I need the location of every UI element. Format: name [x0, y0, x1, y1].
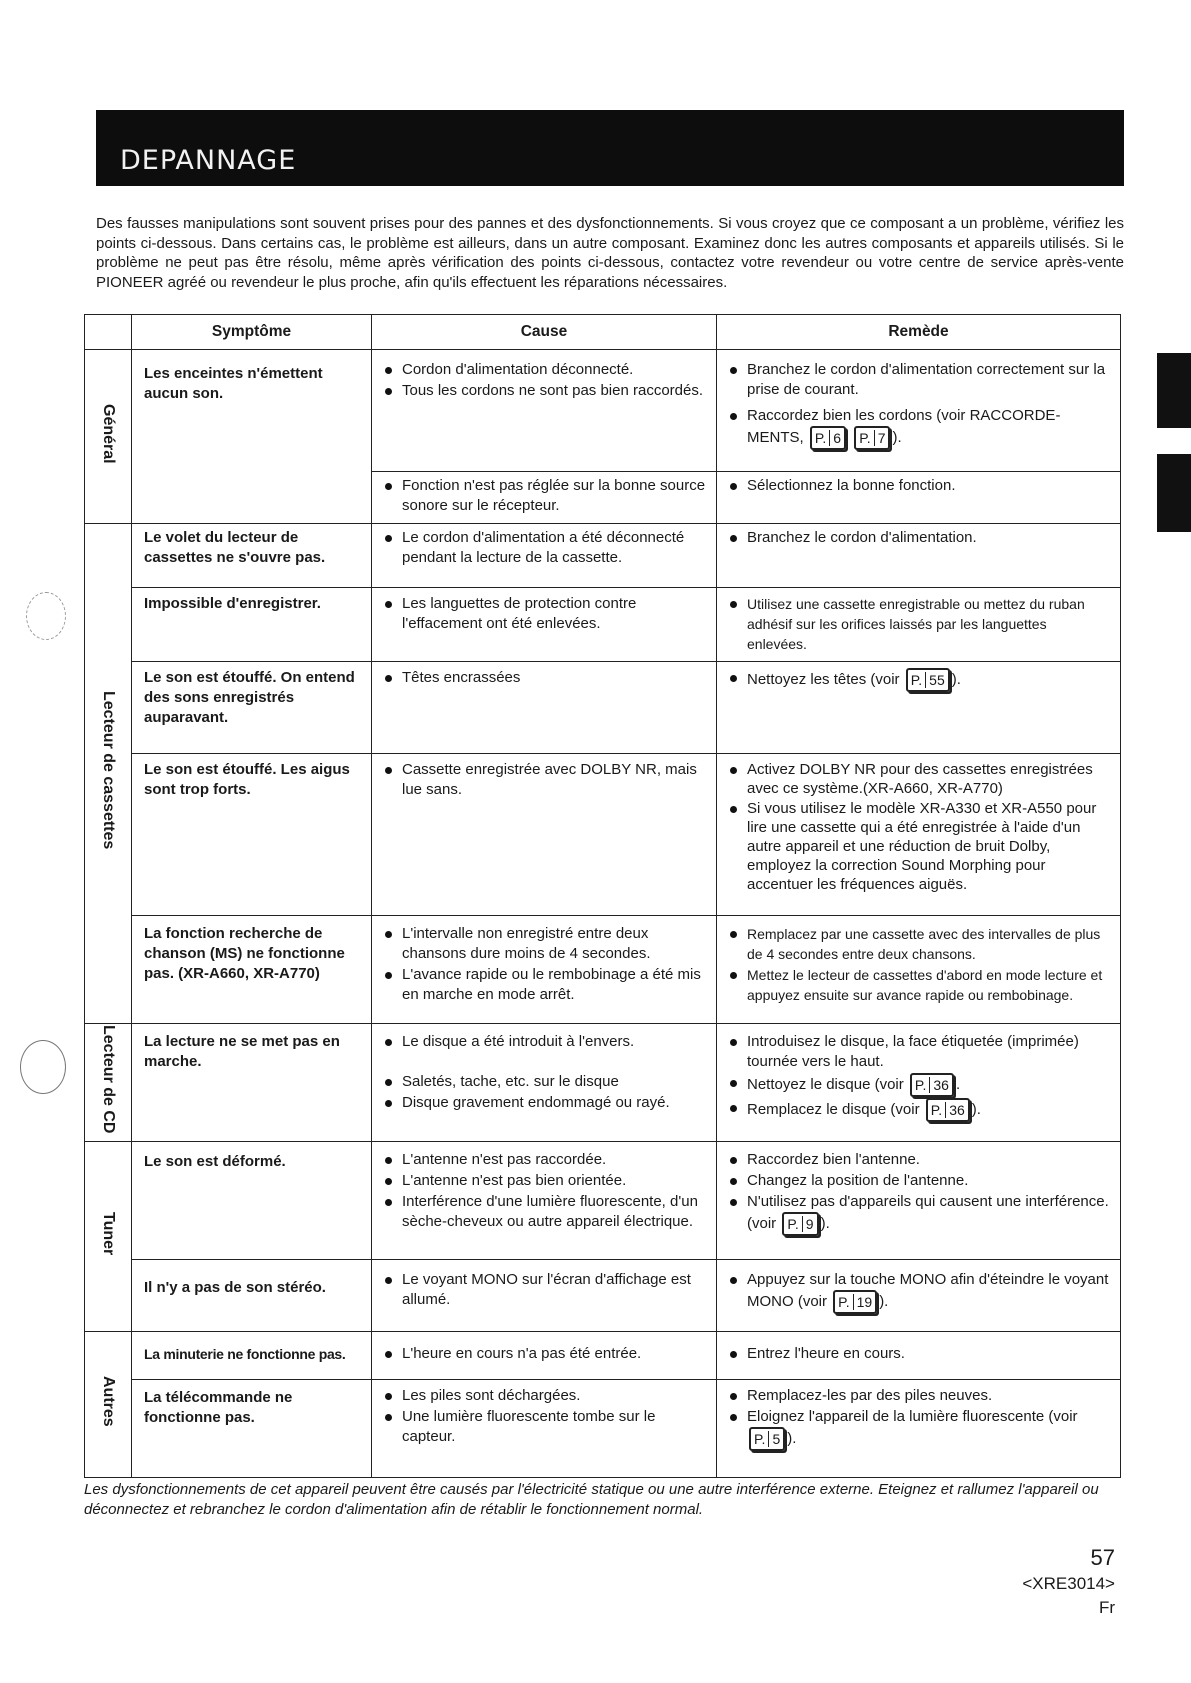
- remedy-cell: [717, 524, 1121, 588]
- remedy-text: ).: [787, 1429, 797, 1447]
- list-item: [727, 1073, 1110, 1097]
- category-label: Lecteur de CD: [100, 1025, 117, 1134]
- header-symptom: Symptôme: [132, 315, 372, 350]
- remedy-text: ).: [892, 428, 902, 446]
- list-item: Introduisez le disque, la face étiquetée (imprimée) tournée vers le haut.: [727, 1032, 1110, 1072]
- list-item: Le cordon d'alimentation a été déconnecté pendant la lecture de la cassette.: [382, 528, 706, 568]
- list-item: [727, 1098, 1110, 1122]
- list-item: Disque gravement endommagé ou rayé.: [382, 1093, 706, 1113]
- list-item: Interférence d'une lumière fluorescente, d'un sèche-cheveux ou autre appareil électrique.: [382, 1192, 706, 1232]
- list-item: Le voyant MONO sur l'écran d'affichage est allumé.: [382, 1270, 706, 1310]
- intro-paragraph: Des fausses manipulations sont souvent prises pour des pannes et des dysfonctionnements. Si vous croyez que ce composant a un problème, vérifiez les points ci-dessous. Dans certains cas, le problème est ailleurs, dans un autre composant. Examinez donc les autres composants et appareils utilisés. Si le problème ne peut pas être résolu, même après vérification des points ci-dessous, contactez votre revendeur ou votre centre de service après-vente PIONEER agréé ou revendeur le plus proche, afin qu'ils effectuent les réparations nécessaires.: [96, 215, 1124, 291]
- cause-cell: [372, 1260, 717, 1332]
- category-label: Autres: [100, 1376, 117, 1427]
- remedy-cell: [717, 1380, 1121, 1478]
- symptom-cell: La fonction recherche de chanson (MS) ne fonctionne pas. (XR-A660, XR-A770): [132, 916, 372, 1024]
- list-item: Mettez le lecteur de cassettes d'abord en mode lecture et appuyez ensuite sur avance rapide ou rembobinage.: [727, 965, 1110, 1005]
- remedy-cell: [717, 472, 1121, 524]
- cause-cell: [372, 1332, 717, 1380]
- remedy-text: Nettoyez le disque (voir: [747, 1075, 904, 1093]
- table-row: [85, 1260, 1121, 1332]
- page-ref-badge[interactable]: P. 19: [833, 1290, 877, 1314]
- troubleshooting-table: [84, 314, 1121, 1478]
- list-item: L'antenne n'est pas bien orientée.: [382, 1171, 706, 1191]
- remedy-text: ).: [971, 1100, 981, 1118]
- list-item: Les languettes de protection contre l'effacement ont été enlevées.: [382, 594, 706, 634]
- list-item: Le disque a été introduit à l'envers.: [382, 1032, 706, 1052]
- list-item: Tous les cordons ne sont pas bien raccordés.: [382, 381, 706, 401]
- page-ref-badge[interactable]: P. 5: [749, 1427, 785, 1451]
- category-cassettes: [85, 524, 132, 1024]
- page-ref-badge[interactable]: P. 36: [926, 1098, 970, 1122]
- list-item: Sélectionnez la bonne fonction.: [727, 476, 1110, 496]
- empty-header-cell: [85, 315, 132, 350]
- table-row: [85, 524, 1121, 588]
- list-item: Cassette enregistrée avec DOLBY NR, mais lue sans.: [382, 760, 706, 800]
- table-row: [85, 1024, 1121, 1142]
- binding-hole-mark: [20, 1040, 66, 1094]
- list-item: Fonction n'est pas réglée sur la bonne source sonore sur le récepteur.: [382, 476, 706, 516]
- cause-cell: [372, 350, 717, 472]
- table-row: [85, 1142, 1121, 1260]
- remedy-text: Appuyez sur la touche MONO afin d'éteindre le voyant MONO (voir: [747, 1271, 1109, 1310]
- remedy-text: Nettoyez les têtes (voir: [747, 670, 900, 688]
- table-row: [85, 754, 1121, 916]
- symptom-cell: Impossible d'enregistrer.: [132, 588, 372, 662]
- list-item: Saletés, tache, etc. sur le disque: [382, 1072, 706, 1092]
- remedy-text: .: [955, 1075, 961, 1093]
- remedy-text: Raccordez bien les cordons (voir RACCORDE-MENTS,: [747, 407, 1061, 446]
- side-tab-marker: [1157, 454, 1191, 532]
- table-header-row: [85, 315, 1121, 350]
- list-item: Raccordez bien l'antenne.: [727, 1150, 1110, 1170]
- remedy-text: Eloignez l'appareil de la lumière fluorescente (voir: [747, 1408, 1078, 1425]
- symptom-cell: La minuterie ne fonctionne pas.: [132, 1332, 372, 1380]
- remedy-text: ).: [879, 1292, 889, 1310]
- table-row: [85, 588, 1121, 662]
- cause-cell: [372, 588, 717, 662]
- list-item: [727, 1192, 1110, 1236]
- remedy-text: ).: [951, 670, 961, 688]
- remedy-cell: [717, 754, 1121, 916]
- binding-hole-mark: [26, 592, 66, 640]
- symptom-cell: Le son est étouffé. On entend des sons enregistrés auparavant.: [132, 662, 372, 754]
- cause-cell: [372, 524, 717, 588]
- list-item: Têtes encrassées: [382, 668, 706, 688]
- language-code: Fr: [1098, 1598, 1115, 1617]
- list-item: Remplacez-les par des piles neuves.: [727, 1386, 1110, 1406]
- page-ref-badge[interactable]: P. 9: [782, 1212, 818, 1236]
- list-item: [727, 406, 1110, 450]
- list-item: Branchez le cordon d'alimentation.: [727, 528, 1110, 548]
- list-item: L'intervalle non enregistré entre deux chansons dure moins de 4 secondes.: [382, 924, 706, 964]
- remedy-cell: [717, 1142, 1121, 1260]
- list-item: Cordon d'alimentation déconnecté.: [382, 360, 706, 380]
- page-ref-badge[interactable]: P. 55: [906, 668, 950, 692]
- symptom-cell: La télécommande ne fonctionne pas.: [132, 1380, 372, 1478]
- list-item: L'heure en cours n'a pas été entrée.: [382, 1344, 706, 1364]
- list-item: L'antenne n'est pas raccordée.: [382, 1150, 706, 1170]
- table-row: [85, 1380, 1121, 1478]
- list-item: Activez DOLBY NR pour des cassettes enregistrées avec ce système.(XR-A660, XR-A770): [727, 760, 1110, 798]
- cause-cell: [372, 1380, 717, 1478]
- page-title: DEPANNAGE: [120, 145, 297, 176]
- symptom-cell: Il n'y a pas de son stéréo.: [132, 1260, 372, 1332]
- remedy-cell: [717, 1260, 1121, 1332]
- cause-cell: [372, 1024, 717, 1142]
- remedy-text: ).: [820, 1214, 830, 1232]
- remedy-cell: [717, 662, 1121, 754]
- cause-cell: [372, 662, 717, 754]
- list-item: [727, 1270, 1110, 1314]
- remedy-cell: [717, 916, 1121, 1024]
- page-ref-badge[interactable]: P. 36: [910, 1073, 954, 1097]
- category-tuner: [85, 1142, 132, 1332]
- page-ref-badge[interactable]: P. 7: [854, 426, 890, 450]
- list-item: [727, 1407, 1110, 1451]
- table-row: [85, 662, 1121, 754]
- remedy-text: Remplacez le disque (voir: [747, 1100, 920, 1118]
- category-label: Lecteur de cassettes: [100, 691, 117, 850]
- symptom-cell: Le son est étouffé. Les aigus sont trop forts.: [132, 754, 372, 916]
- remedy-cell: [717, 350, 1121, 472]
- remedy-cell: [717, 1024, 1121, 1142]
- symptom-cell: La lecture ne se met pas en marche.: [132, 1024, 372, 1142]
- list-item: Utilisez une cassette enregistrable ou mettez du ruban adhésif sur les orifices laissés par les languettes enlevées.: [727, 594, 1110, 654]
- cause-cell: [372, 916, 717, 1024]
- cause-cell: [372, 472, 717, 524]
- page-number: 57: [1090, 1545, 1115, 1570]
- page-ref-badge[interactable]: P. 6: [810, 426, 846, 450]
- table-row: [85, 916, 1121, 1024]
- doc-code: <XRE3014>: [1022, 1574, 1115, 1593]
- remedy-cell: [717, 1332, 1121, 1380]
- category-label: Général: [100, 403, 117, 464]
- header-bar: [96, 110, 1124, 186]
- footnote: Les dysfonctionnements de cet appareil peuvent être causés par l'électricité statique ou une autre interférence externe. Eteignez et rallumez l'appareil ou déconnectez et rebranchez le cordon d'alimentation afin de rétablir le fonctionnement normal.: [84, 1481, 1099, 1518]
- page-footer: [1022, 1544, 1115, 1620]
- list-item: Une lumière fluorescente tombe sur le capteur.: [382, 1407, 706, 1447]
- side-tab-marker: [1157, 353, 1191, 428]
- list-item: [727, 668, 1110, 692]
- list-item: Remplacez par une cassette avec des intervalles de plus de 4 secondes entre deux chansons.: [727, 924, 1110, 964]
- list-item: Changez la position de l'antenne.: [727, 1171, 1110, 1191]
- table-row: [85, 1332, 1121, 1380]
- cause-cell: [372, 754, 717, 916]
- table-row: [85, 350, 1121, 472]
- list-item: L'avance rapide ou le rembobinage a été mis en marche en mode arrêt.: [382, 965, 706, 1005]
- header-remedy: Remède: [717, 315, 1121, 350]
- symptom-cell: Le son est déformé.: [132, 1142, 372, 1260]
- list-item: Si vous utilisez le modèle XR-A330 et XR-A550 pour lire une cassette qui a été enregistrée à l'aide d'un autre appareil et une réduction de bruit Dolby, employez la correction Sound Morphing pour accentuer les fréquences aiguës.: [727, 799, 1110, 894]
- category-general: [85, 350, 132, 524]
- symptom-cell: Les enceintes n'émettent aucun son.: [132, 350, 372, 524]
- remedy-text: N'utilisez pas d'appareils qui causent une interférence. (voir: [747, 1193, 1109, 1232]
- symptom-cell: Le volet du lecteur de cassettes ne s'ouvre pas.: [132, 524, 372, 588]
- list-item: Les piles sont déchargées.: [382, 1386, 706, 1406]
- category-cd: [85, 1024, 132, 1142]
- list-item: Branchez le cordon d'alimentation correctement sur la prise de courant.: [727, 360, 1110, 400]
- header-cause: Cause: [372, 315, 717, 350]
- category-label: Tuner: [100, 1211, 117, 1256]
- category-autres: [85, 1332, 132, 1478]
- remedy-cell: [717, 588, 1121, 662]
- list-item: Entrez l'heure en cours.: [727, 1344, 1110, 1364]
- cause-cell: [372, 1142, 717, 1260]
